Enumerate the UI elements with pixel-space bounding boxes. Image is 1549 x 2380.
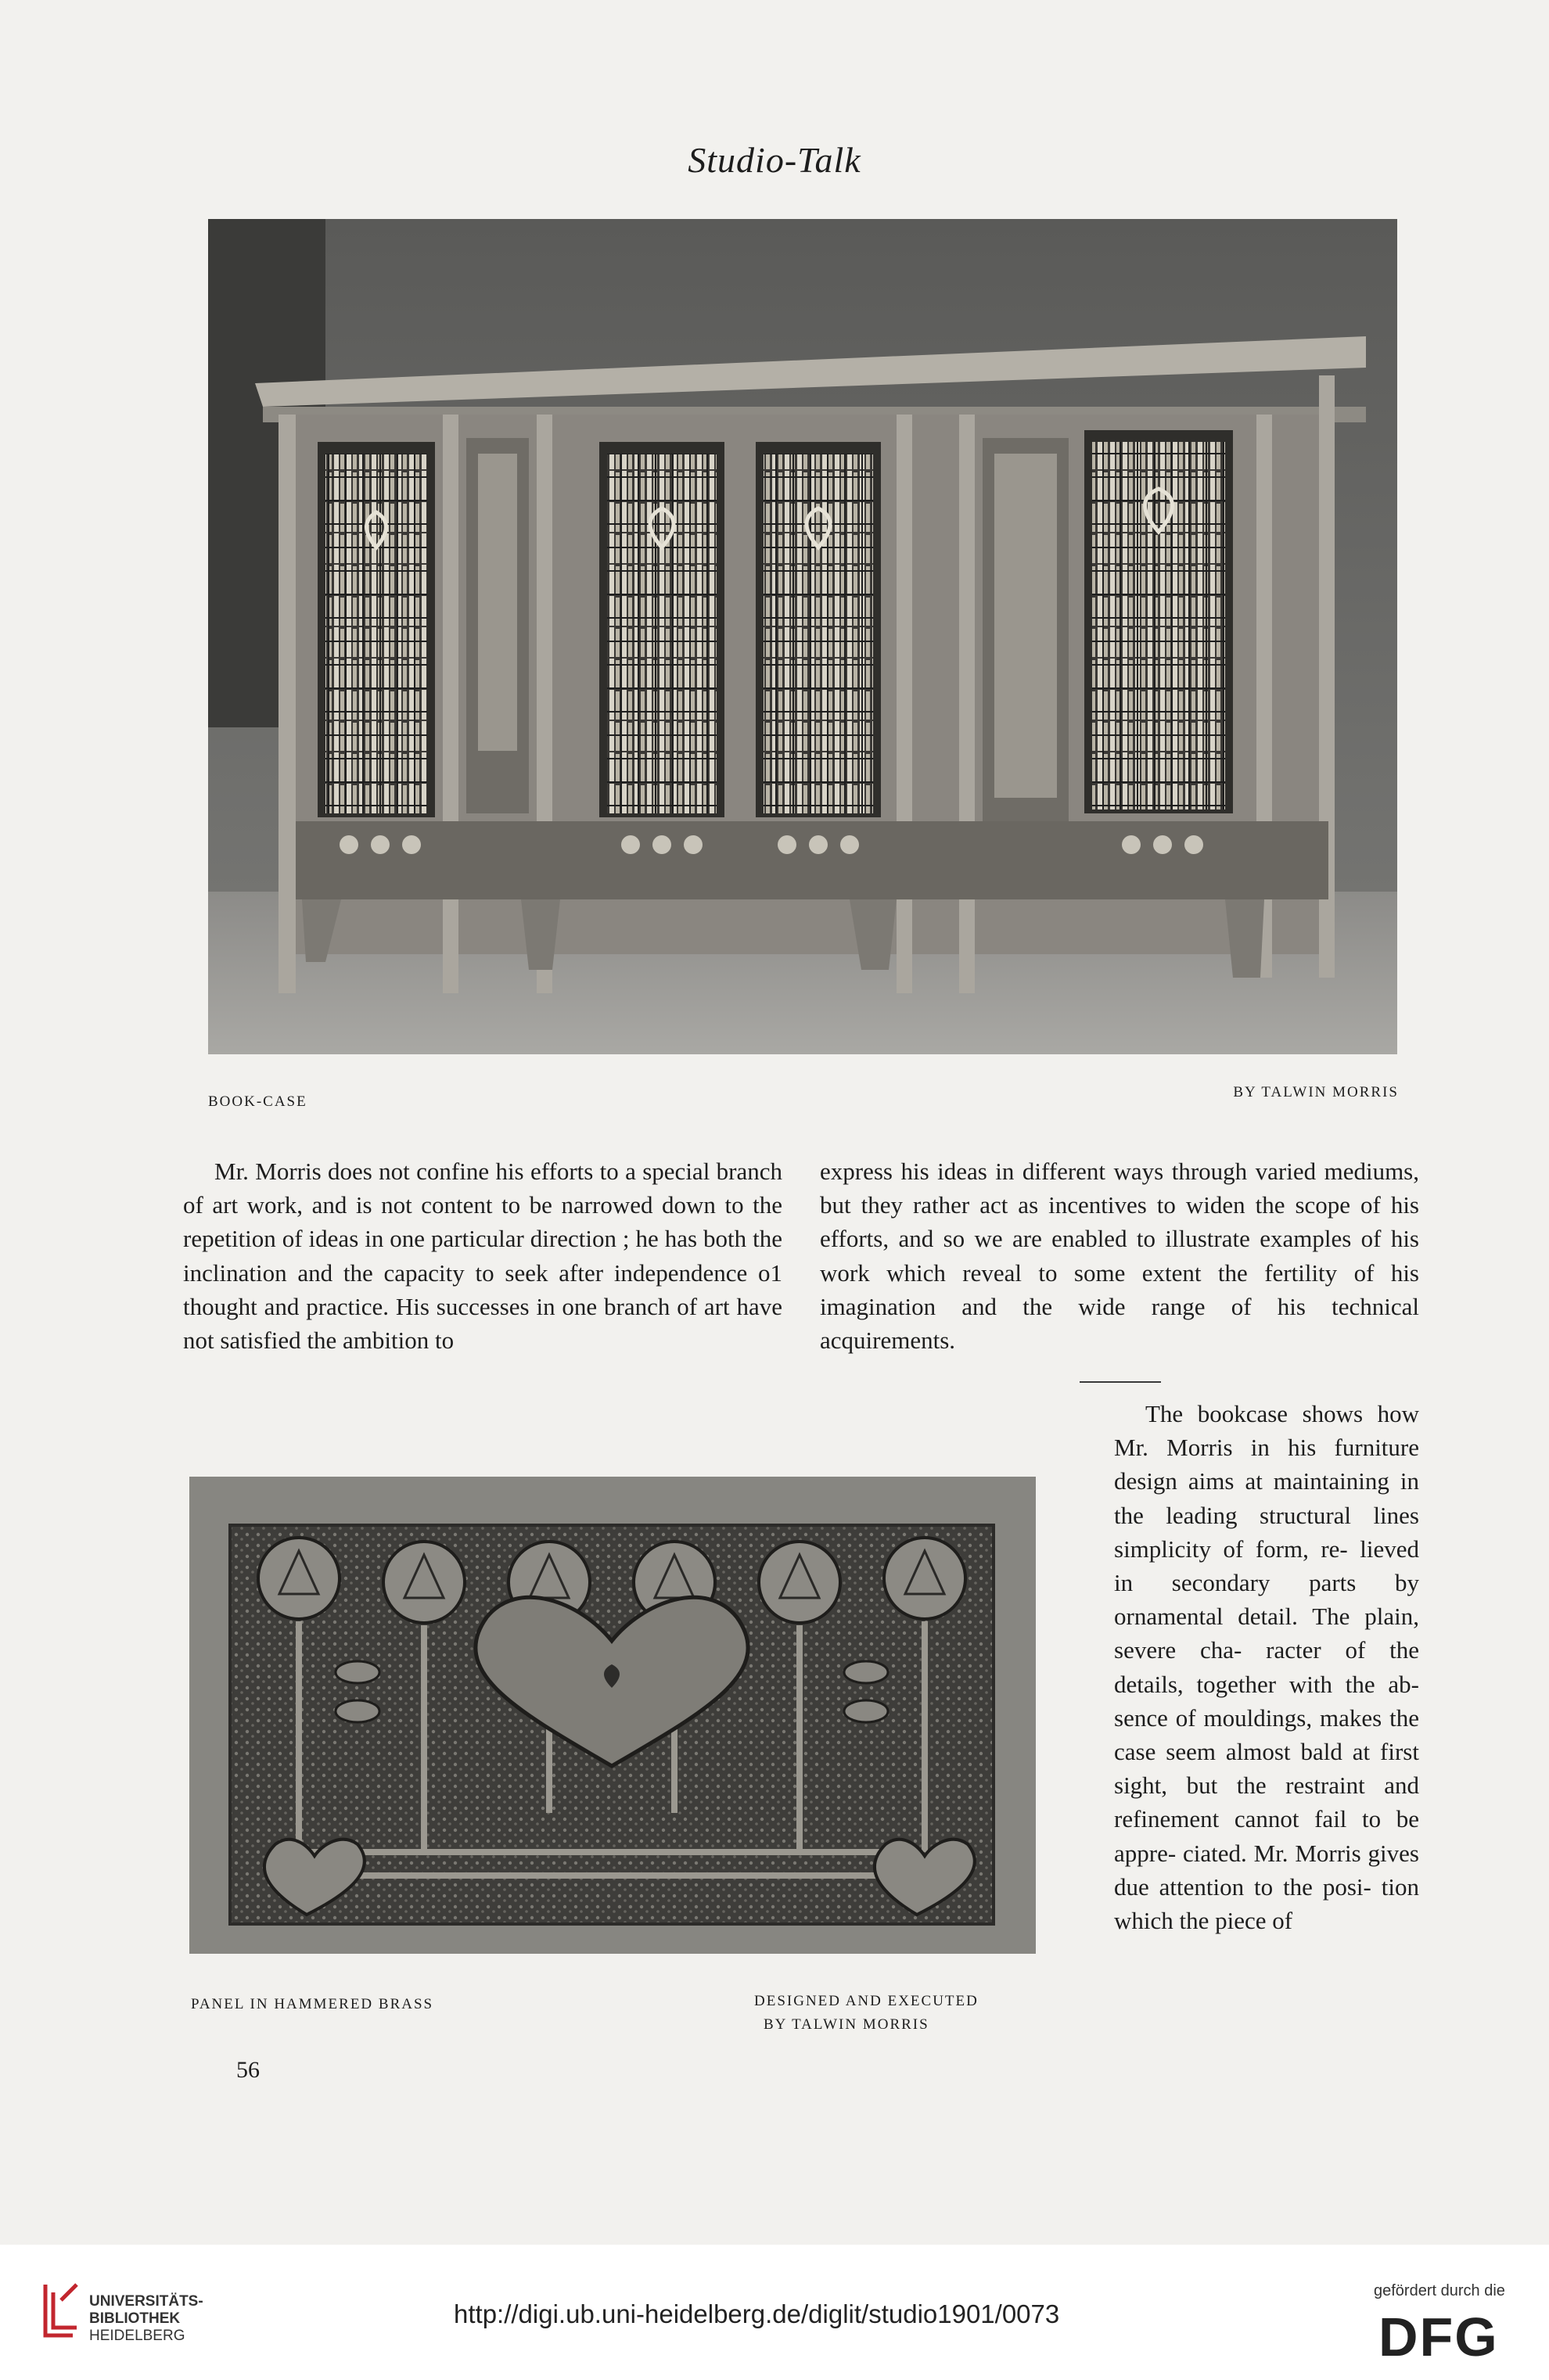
- library-line1: UNIVERSITÄTS-: [89, 2293, 203, 2310]
- bookcase-illustration: [208, 219, 1397, 1054]
- brass-panel-illustration: [189, 1477, 1036, 1954]
- ub-heidelberg-logo: [38, 2281, 84, 2343]
- paragraph-right: express his ideas in different ways through varied mediums, but they rather act as incentives to widen the scope of his efforts, and so we are enabled to illustrate examples of his work which reveal to some extent the fertility of his imagination and the wide range of his technical acquirements.: [820, 1158, 1419, 1355]
- ub-logo-icon: [38, 2281, 84, 2343]
- panel-caption-left: PANEL IN HAMMERED BRASS: [191, 1996, 434, 2012]
- paragraph-narrow: The bookcase shows how Mr. Morris in his furniture design aims at maintaining in the leading structural lines simplicity of form, re- lieved in secondary parts by ornamental detail. The plain, severe cha- racter of the details, together with the ab- sence of mouldings, makes the case seem almost bald at first sight, but the restraint and refinement cannot fail to be appre- ciated. Mr. Morris gives due attention to the posi- tion which the piece of: [1114, 1400, 1419, 1935]
- brass-panel-photo: [189, 1477, 1036, 1954]
- library-name: [89, 2293, 203, 2345]
- text-column-left: [183, 1154, 782, 1357]
- paragraph-left: Mr. Morris does not confine his efforts to a special branch of art work, and is not content to be narrowed down to the repetition of ideas in one particular direction ; he has both the inclination and the capacity to seek after independence o1 thought and practice. His successes in one branch of art have not satisfied the ambition to: [183, 1158, 782, 1355]
- bookcase-photo: [208, 219, 1397, 1054]
- bookcase-caption-left: BOOK-CASE: [208, 1093, 307, 1110]
- page-number: 56: [236, 2057, 260, 2083]
- dfg-logo: DFG: [1378, 2306, 1499, 2367]
- panel-caption-right-line1: DESIGNED AND EXECUTED: [754, 1993, 979, 2009]
- bookcase-caption-right: BY TALWIN MORRIS: [1233, 1084, 1399, 1100]
- library-line2: BIBLIOTHEK: [89, 2310, 181, 2327]
- funding-text: gefördert durch die: [1374, 2282, 1505, 2299]
- text-column-narrow: [1114, 1397, 1419, 1937]
- text-column-right: [820, 1154, 1419, 1357]
- library-line3: HEIDELBERG: [89, 2328, 185, 2344]
- source-url-link[interactable]: http://digi.ub.uni-heidelberg.de/diglit/studio1901/0073: [454, 2299, 1060, 2328]
- panel-caption-right-line2: BY TALWIN MORRIS: [764, 2016, 929, 2033]
- running-head: Studio-Talk: [688, 140, 861, 180]
- section-divider: [1080, 1381, 1161, 1383]
